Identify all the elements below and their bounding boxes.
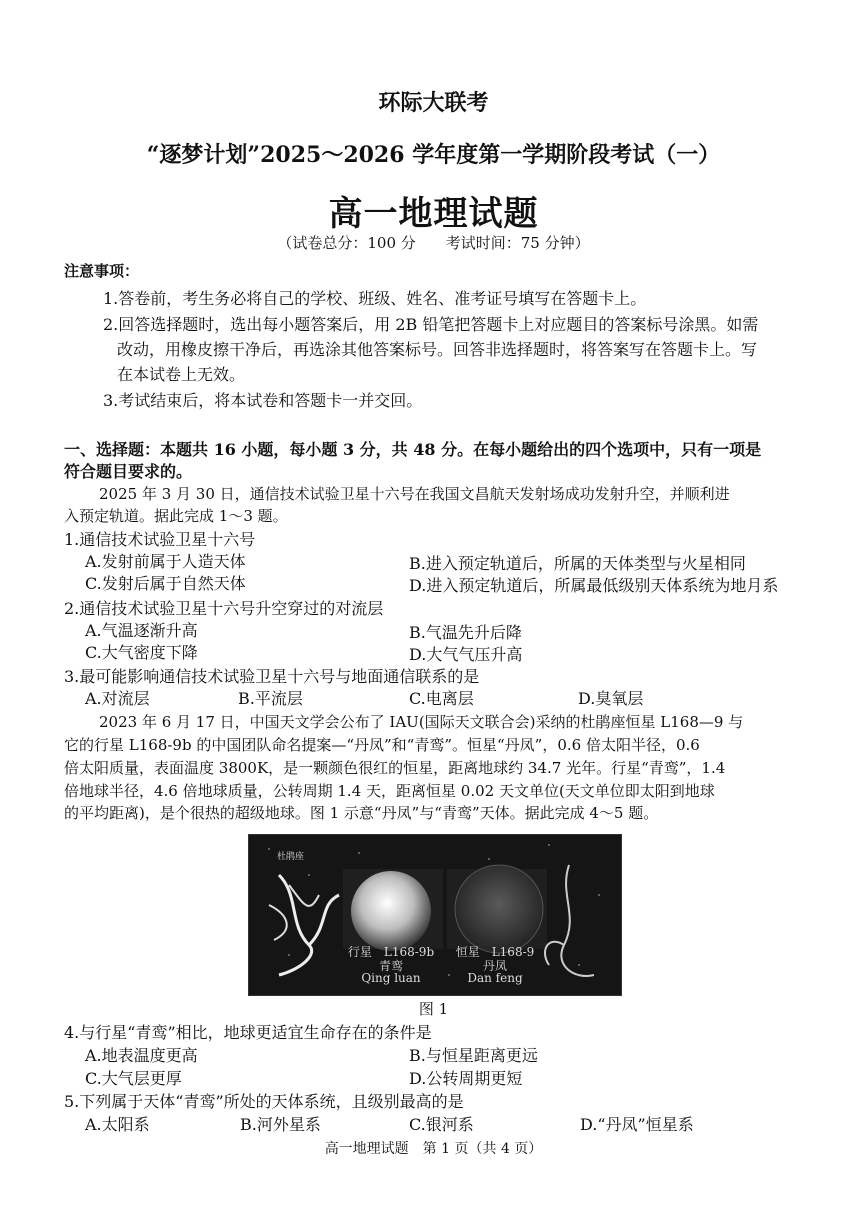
- option-b: B.河外星系: [240, 1115, 321, 1134]
- option-a: A.发射前属于人造天体: [85, 552, 246, 571]
- star-label: 恒星 L168-9: [455, 945, 535, 959]
- option-b: B.与恒星距离更远: [409, 1046, 538, 1065]
- star-icon: [455, 865, 543, 953]
- section-heading-cont: 符合题目要求的。: [64, 462, 193, 481]
- question-stem: 5.下列属于天体“青鸾”所处的天体系统，且级别最高的是: [64, 1092, 464, 1111]
- star-pinyin: Dan feng: [467, 971, 523, 985]
- notice-title: 注意事项：: [64, 262, 140, 280]
- page-footer: 高一地理试题 第 1 页（共 4 页）: [324, 1141, 543, 1157]
- option-b: B.平流层: [238, 689, 303, 708]
- star-cn-name: 丹凤: [482, 959, 507, 973]
- option-a: A.对流层: [85, 689, 150, 708]
- section-heading: 一、选择题：本题共 16 小题，每小题 3 分，共 48 分。在每小题给出的四个选项中，只有一项是: [64, 440, 762, 459]
- option-c: C.发射后属于自然天体: [85, 574, 246, 593]
- notice-item: 3.考试结束后，将本试卷和答题卡一并交回。: [103, 391, 423, 410]
- option-d: D.公转周期更短: [409, 1069, 523, 1088]
- question-stem: 4.与行星“青鸾”相比，地球更适宜生命存在的条件是: [64, 1023, 432, 1042]
- figure-1-image: [248, 834, 622, 996]
- passage-line: 倍太阳质量，表面温度 3800K，是一颗颜色很红的恒星，距离地球约 34.7 光年。行星“青鸾”，1.4: [64, 759, 726, 777]
- planet-pinyin: Qing luan: [361, 971, 421, 985]
- option-a: A.气温逐渐升高: [85, 621, 198, 640]
- option-c: C.电离层: [409, 689, 474, 708]
- passage-line: 倍地球半径，4.6 倍地球质量，公转周期 1.4 天，距离恒星 0.02 天文单位(天文单位即太阳到地球: [64, 782, 715, 800]
- question-stem: 1.通信技术试验卫星十六号: [64, 530, 256, 549]
- question-stem: 3.最可能影响通信技术试验卫星十六号与地面通信联系的是: [64, 667, 480, 686]
- exam-organizer: 环际大联考: [378, 90, 489, 116]
- option-a: A.地表温度更高: [85, 1046, 198, 1065]
- question-stem: 2.通信技术试验卫星十六号升空穿过的对流层: [64, 599, 384, 618]
- option-d: D.臭氧层: [578, 689, 644, 708]
- exam-meta: （试卷总分：100 分 考试时间：75 分钟）: [277, 234, 590, 252]
- passage-line: 2023 年 6 月 17 日，中国天文学会公布了 IAU(国际天文联合会)采纳的杜鹃座恒星 L168—9 与: [99, 713, 744, 731]
- passage-line: 的平均距离)，是个很热的超级地球。图 1 示意“丹凤”与“青鸾”天体。据此完成 4～5 题。: [64, 804, 659, 822]
- notice-item: 2.回答选择题时，选出每小题答案后，用 2B 铅笔把答题卡上对应题目的答案标号涂黑。如需: [103, 315, 759, 334]
- passage-line: 入预定轨道。据此完成 1～3 题。: [64, 507, 288, 525]
- option-b: B.进入预定轨道后，所属的天体类型与火星相同: [409, 554, 746, 573]
- option-c: C.大气层更厚: [85, 1069, 182, 1088]
- subject-title: 高一地理试题: [328, 194, 539, 234]
- option-c: C.银河系: [409, 1115, 474, 1134]
- option-a: A.太阳系: [85, 1115, 150, 1134]
- planet-cn-name: 青鸾: [378, 959, 403, 973]
- option-d: D.进入预定轨道后，所属最低级别天体系统为地月系: [409, 576, 779, 595]
- option-d: D.大气气压升高: [409, 645, 523, 664]
- option-b: B.气温先升后降: [409, 623, 522, 642]
- passage-line: 它的行星 L168-9b 的中国团队命名提案—“丹凤”和“青鸾”。恒星“丹凤”，0.6 倍太阳半径，0.6: [64, 736, 700, 754]
- notice-item: 改动，用橡皮擦干净后，再选涂其他答案标号。回答非选择题时，将答案写在答题卡上。写: [117, 340, 758, 359]
- notice-item: 1.答卷前，考生务必将自己的学校、班级、姓名、准考证号填写在答题卡上。: [103, 289, 647, 308]
- passage-line: 2025 年 3 月 30 日，通信技术试验卫星十六号在我国文昌航天发射场成功发射升空，并顺利进: [99, 485, 730, 503]
- figure-caption: 图 1: [418, 1000, 449, 1018]
- option-d: D.“丹凤”恒星系: [580, 1115, 694, 1134]
- option-c: C.大气密度下降: [85, 643, 198, 662]
- planet-label: 行星 L168-9b: [347, 945, 435, 959]
- constellation-label: 杜鹃座: [277, 852, 305, 862]
- notice-item: 在本试卷上无效。: [117, 365, 246, 384]
- planet-icon: [351, 871, 431, 951]
- exam-title: “逐梦计划”2025～2026 学年度第一学期阶段考试（一）: [146, 142, 721, 168]
